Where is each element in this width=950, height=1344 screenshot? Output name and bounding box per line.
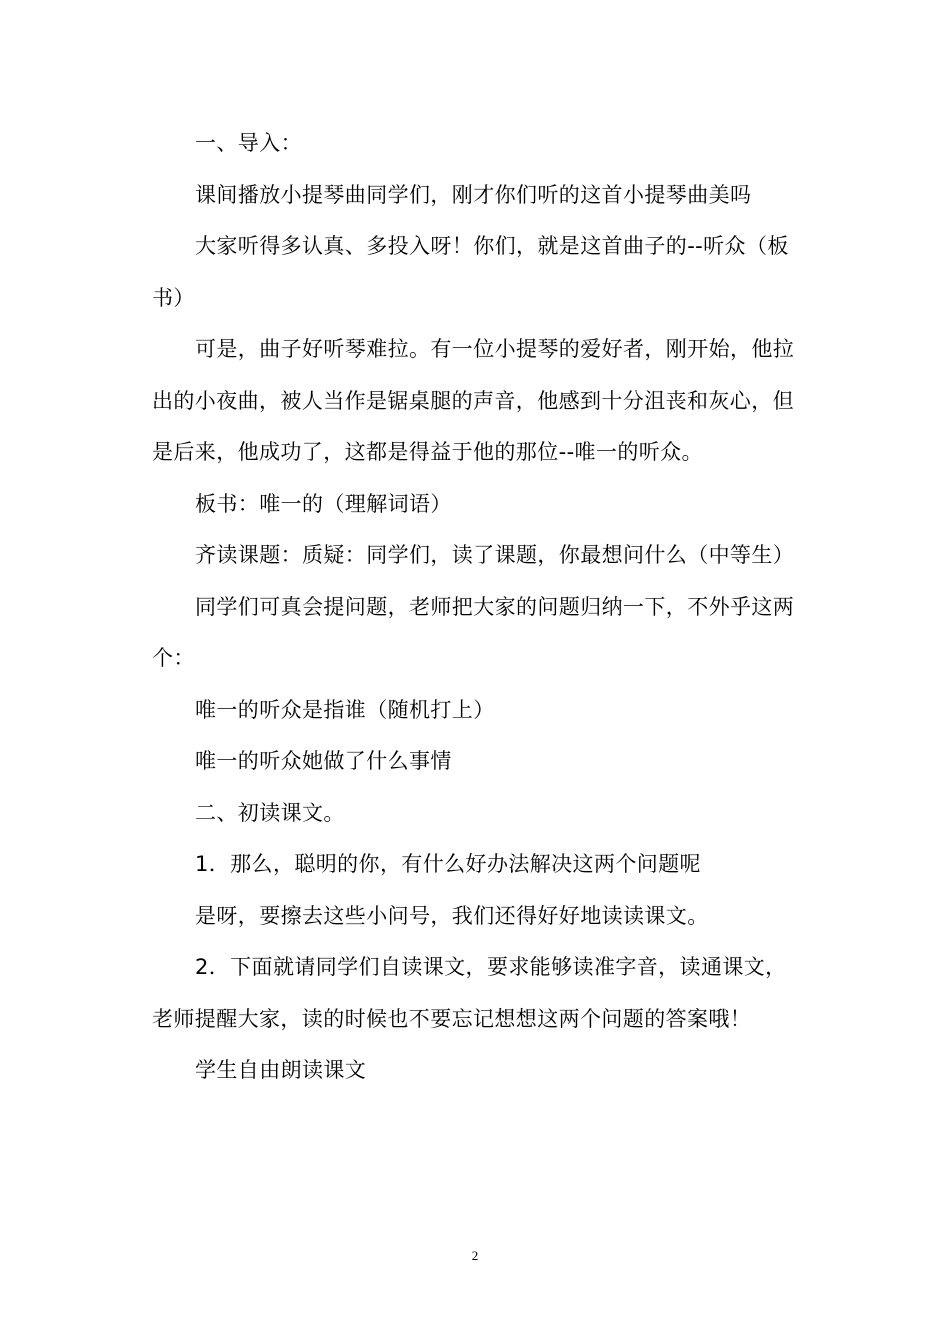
question-item: 唯一的听众她做了什么事情 bbox=[195, 749, 452, 773]
document-body bbox=[152, 118, 802, 1097]
paragraph: 课间播放小提琴曲同学们，刚才你们听的这首小提琴曲美吗 bbox=[195, 182, 752, 207]
paragraph: 板书：唯一的（理解词语） bbox=[195, 491, 452, 516]
numbered-step: 2．下面就请同学们自读课文，要求能够读准字音，读通课文，老师提醒大家，读的时候也不要忘记想想这两个问题的答案哦！ bbox=[152, 955, 787, 1031]
paragraph: 可是，曲子好听琴难拉。有一位小提琴的爱好者，刚开始，他拉出的小夜曲，被人当作是锯桌腿的声音，他感到十分沮丧和灰心，但是后来，他成功了，这都是得益于他的那位--唯一的听众。 bbox=[152, 337, 795, 464]
paragraph: 学生自由朗读课文 bbox=[195, 1058, 367, 1082]
paragraph: 大家听得多认真、多投入呀！你们，就是这首曲子的--听众（板书） bbox=[152, 234, 789, 310]
numbered-step: 1．那么，聪明的你，有什么好办法解决这两个问题呢 bbox=[195, 852, 701, 876]
paragraph: 同学们可真会提问题，老师把大家的问题归纳一下，不外乎这两个： bbox=[152, 594, 795, 670]
heading-first-reading: 二、初读课文。 bbox=[195, 800, 345, 825]
question-item: 唯一的听众是指谁（随机打上） bbox=[195, 697, 495, 722]
page-number: 2 bbox=[471, 1248, 479, 1263]
heading-introduction: 一、导入： bbox=[195, 131, 302, 155]
paragraph: 齐读课题：质疑：同学们，读了课题，你最想问什么（中等生） bbox=[195, 543, 795, 567]
paragraph: 是呀，要擦去这些小问号，我们还得好好地读读课文。 bbox=[195, 903, 709, 928]
